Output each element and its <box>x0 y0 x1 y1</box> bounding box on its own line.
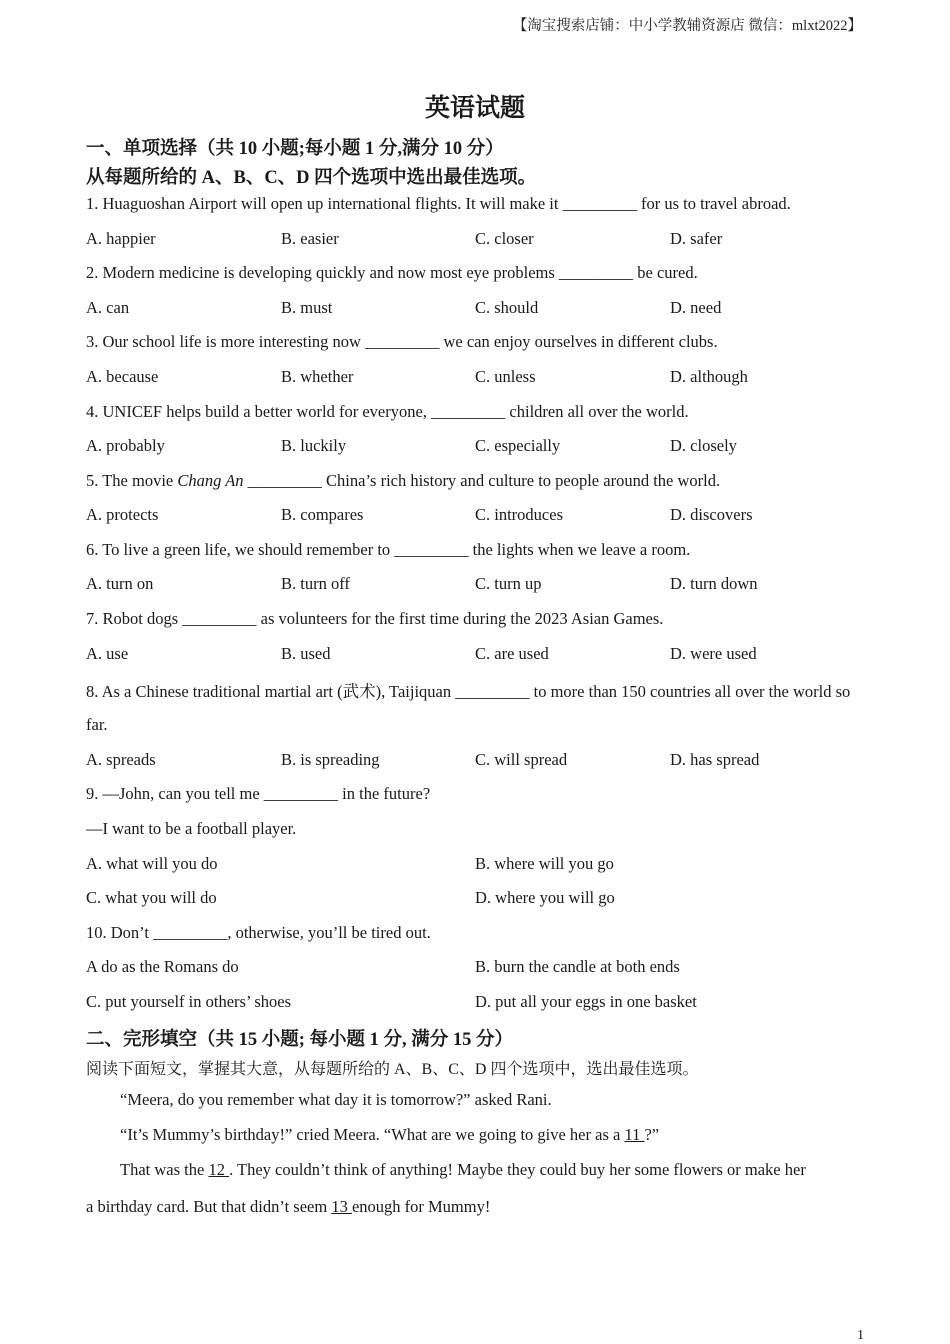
question-1: 1. Huaguoshan Airport will open up international flights. It will make it _________ for us to travel abroad. <box>86 194 791 213</box>
passage-line-4: a birthday card. But that didn’t seem 13 enough for Mummy! <box>86 1197 491 1216</box>
question-8-line-1: 8. As a Chinese traditional martial art (武术), Taijiquan _________ to more than 150 countries all over the world so <box>86 682 851 701</box>
q7-option-a: A. use <box>86 644 129 663</box>
q5-option-d: D. discovers <box>670 505 753 524</box>
question-9: 9. —John, can you tell me _________ in the future? <box>86 784 431 803</box>
section-1-instruction: 从每题所给的 A、B、C、D 四个选项中选出最佳选项。 <box>86 168 537 188</box>
question-8-line-2: far. <box>86 715 108 734</box>
q7-option-d: D. were used <box>670 644 757 663</box>
q5-option-b: B. compares <box>281 505 364 524</box>
q8-option-c: C. will spread <box>475 750 568 769</box>
passage-line-3: That was the 12 . They couldn’t think of anything! Maybe they could buy her some flowers or make her <box>120 1160 806 1179</box>
passage-line-1: “Meera, do you remember what day it is tomorrow?” asked Rani. <box>120 1090 552 1109</box>
q9-option-d: D. where you will go <box>475 888 615 907</box>
q4-option-c: C. especially <box>475 436 561 455</box>
question-3: 3. Our school life is more interesting now _________ we can enjoy ourselves in different clubs. <box>86 332 718 351</box>
q2-option-d: D. need <box>670 298 722 317</box>
q4-option-b: B. luckily <box>281 436 347 455</box>
q2-option-b: B. must <box>281 298 333 317</box>
question-2: 2. Modern medicine is developing quickly and now most eye problems _________ be cured. <box>86 263 698 282</box>
page-number: 1 <box>857 1328 864 1343</box>
q8-option-a: A. spreads <box>86 750 156 769</box>
q1-option-c: C. closer <box>475 229 534 248</box>
movie-title: Chang An <box>177 471 244 490</box>
q10-option-a: A do as the Romans do <box>86 957 239 976</box>
question-5: 5. The movie Chang An _________ China’s rich history and culture to people around the world. <box>86 471 721 490</box>
blank-11: 11 <box>624 1125 645 1144</box>
blank-13: 13 <box>331 1197 352 1216</box>
passage-line-2: “It’s Mummy’s birthday!” cried Meera. “What are we going to give her as a 11 ?” <box>120 1125 660 1144</box>
q3-option-b: B. whether <box>281 367 354 386</box>
q2-option-a: A. can <box>86 298 130 317</box>
q5-option-c: C. introduces <box>475 505 563 524</box>
q2-option-c: C. should <box>475 298 539 317</box>
page-title: 英语试题 <box>424 93 525 122</box>
q8-option-b: B. is spreading <box>281 750 380 769</box>
q3-option-c: C. unless <box>475 367 536 386</box>
header-note: 【淘宝搜索店铺：中小学教辅资源店 微信：mlxt2022】 <box>512 18 862 34</box>
q9-option-c: C. what you will do <box>86 888 217 907</box>
q10-option-d: D. put all your eggs in one basket <box>475 992 697 1011</box>
q5-option-a: A. protects <box>86 505 159 524</box>
q8-option-d: D. has spread <box>670 750 760 769</box>
q6-option-c: C. turn up <box>475 574 542 593</box>
q9-option-b: B. where will you go <box>475 854 614 873</box>
q1-option-d: D. safer <box>670 229 723 248</box>
q10-option-c: C. put yourself in others’ shoes <box>86 992 292 1011</box>
q6-option-b: B. turn off <box>281 574 350 593</box>
q7-option-b: B. used <box>281 644 331 663</box>
q1-option-b: B. easier <box>281 229 339 248</box>
q7-option-c: C. are used <box>475 644 549 663</box>
q1-option-a: A. happier <box>86 229 156 248</box>
question-4: 4. UNICEF helps build a better world for everyone, _________ children all over the world. <box>86 402 689 421</box>
q9-option-a: A. what will you do <box>86 854 218 873</box>
section-1-heading: 一、单项选择（共 10 小题;每小题 1 分,满分 10 分） <box>86 139 504 159</box>
q4-option-d: D. closely <box>670 436 737 455</box>
q3-option-d: D. although <box>670 367 748 386</box>
q6-option-a: A. turn on <box>86 574 154 593</box>
q4-option-a: A. probably <box>86 436 165 455</box>
question-9-reply: —I want to be a football player. <box>86 819 297 838</box>
section-2-instruction: 阅读下面短文，掌握其大意，从每题所给的 A、B、C、D 四个选项中，选出最佳选项。 <box>86 1061 699 1078</box>
q6-option-d: D. turn down <box>670 574 758 593</box>
blank-12: 12 <box>208 1160 230 1179</box>
section-2-heading: 二、完形填空（共 15 小题; 每小题 1 分, 满分 15 分） <box>86 1030 514 1050</box>
q10-option-b: B. burn the candle at both ends <box>475 957 680 976</box>
question-7: 7. Robot dogs _________ as volunteers for the first time during the 2023 Asian Games. <box>86 609 664 628</box>
question-10: 10. Don’t _________, otherwise, you’ll be tired out. <box>86 923 431 942</box>
q3-option-a: A. because <box>86 367 159 386</box>
question-6: 6. To live a green life, we should remember to _________ the lights when we leave a room. <box>86 540 691 559</box>
